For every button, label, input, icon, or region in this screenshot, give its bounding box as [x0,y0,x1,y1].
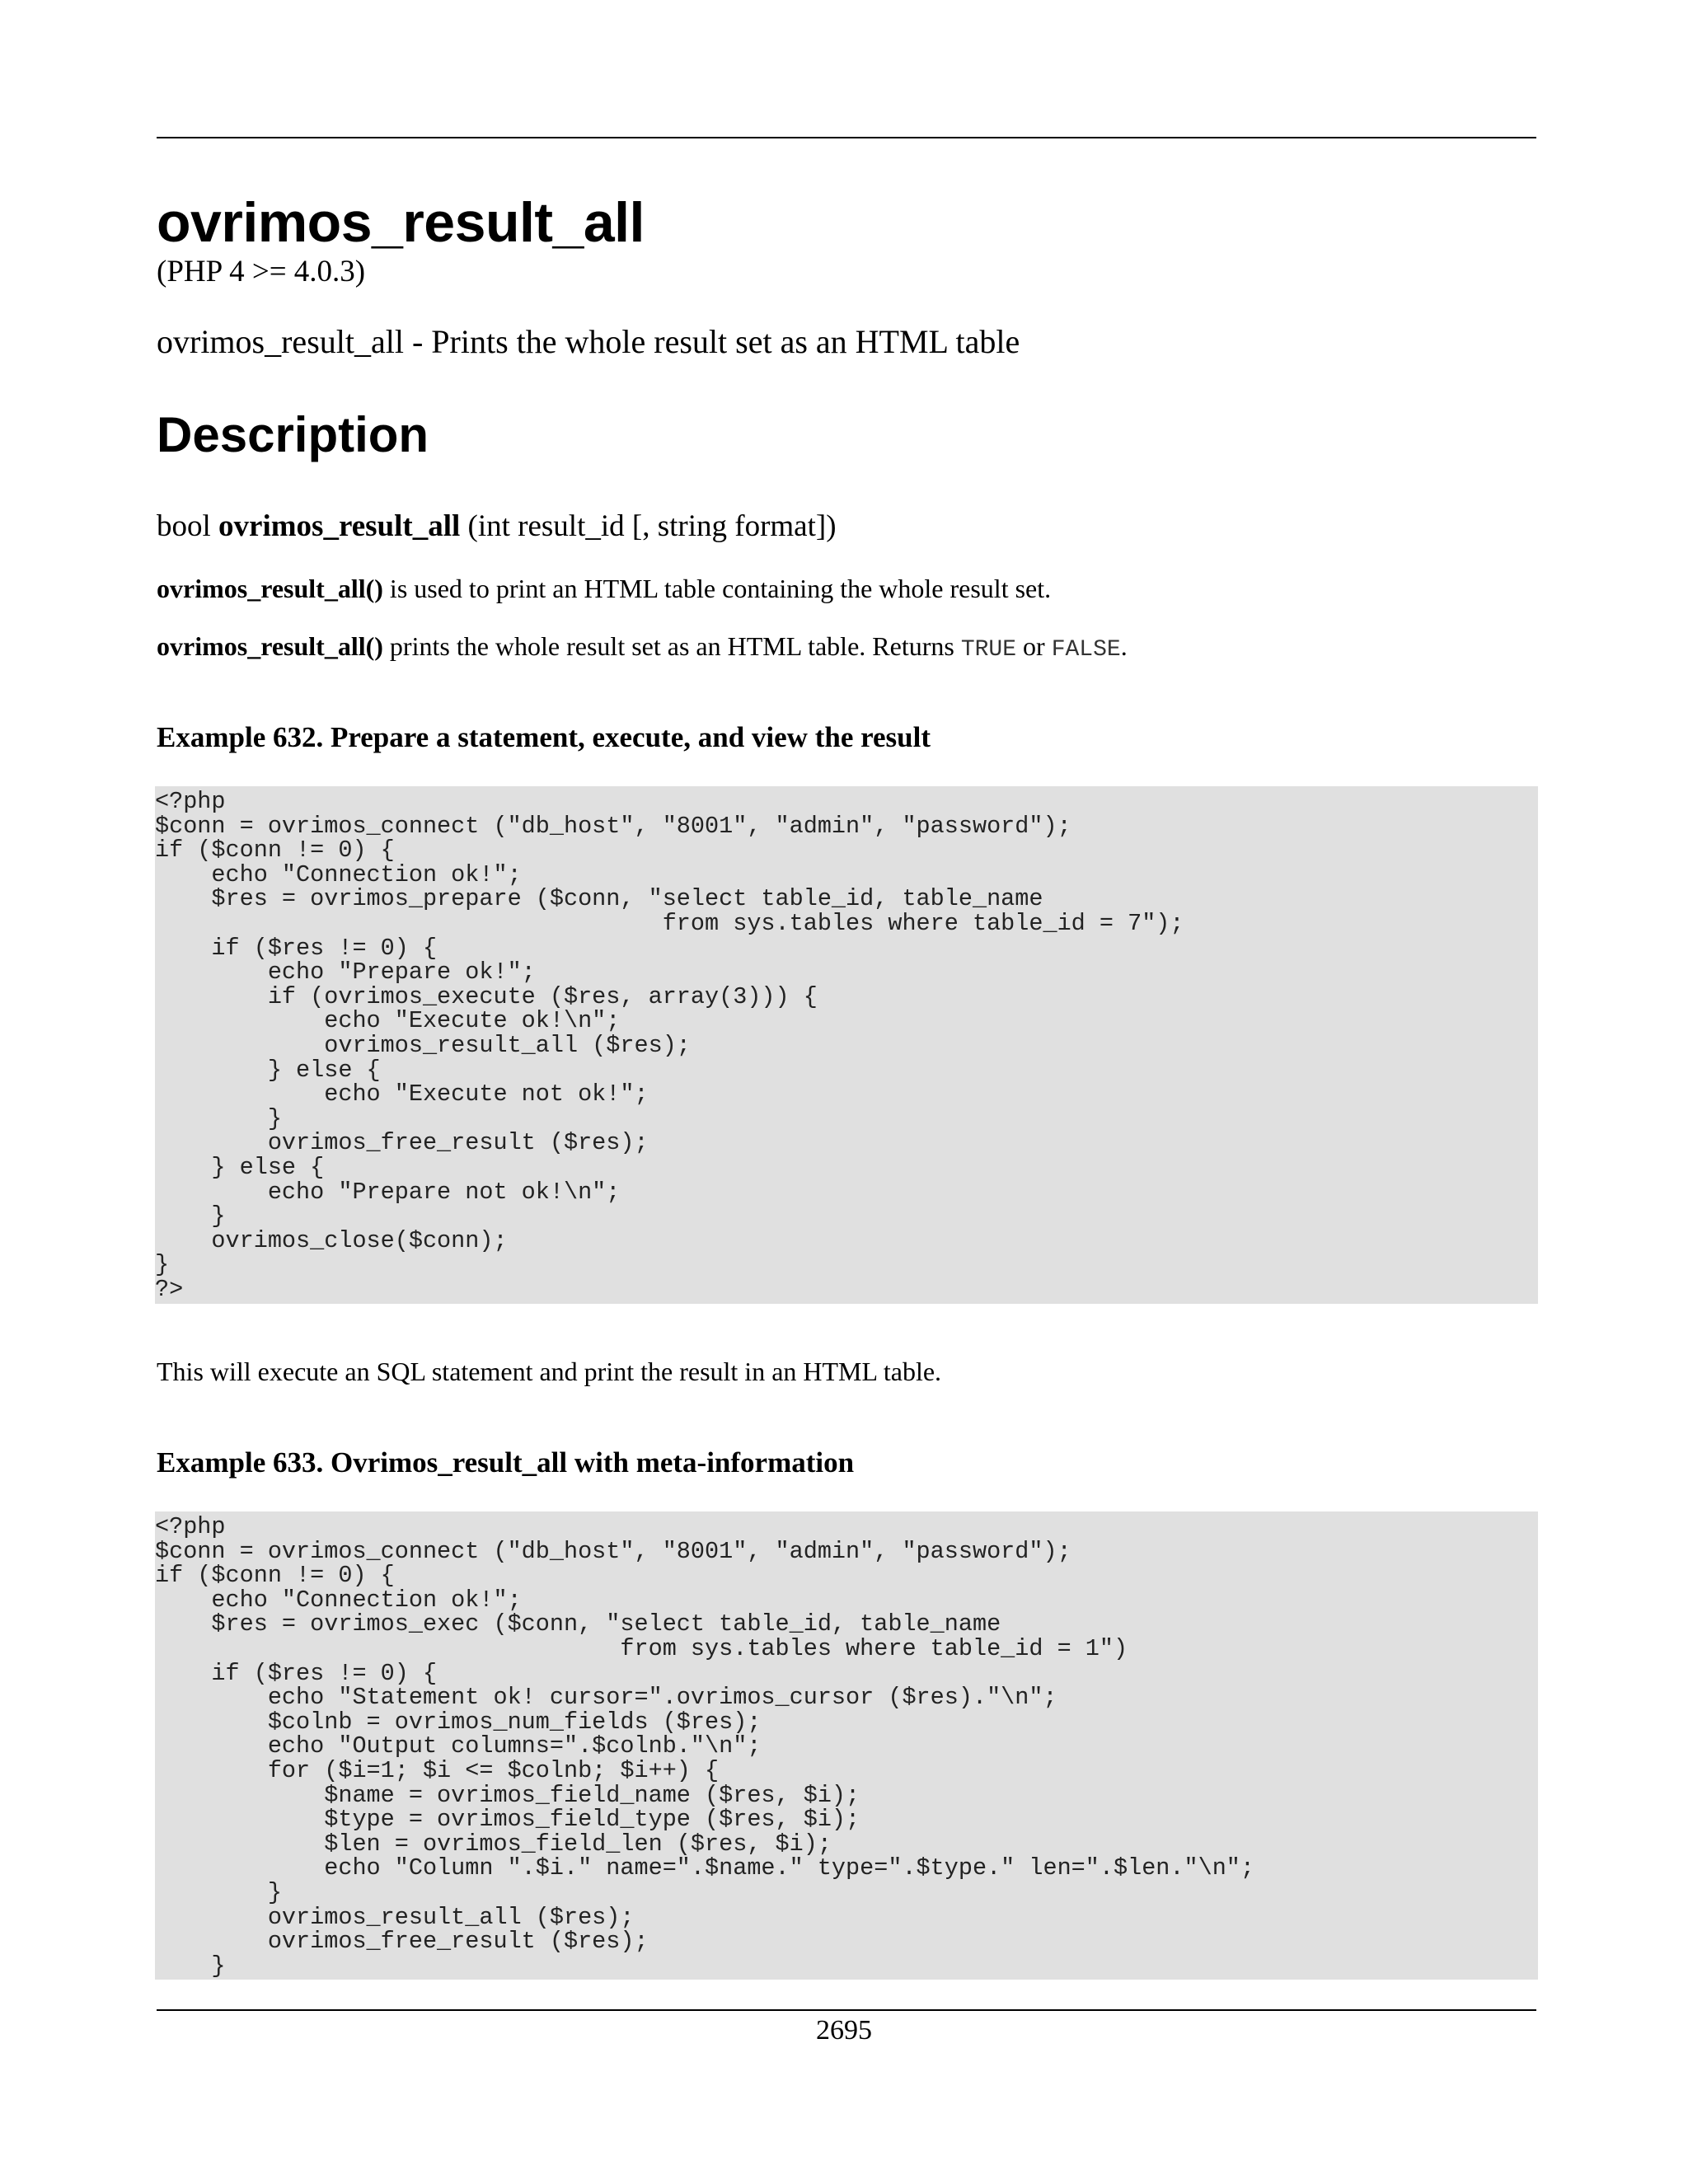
code-line: ovrimos_result_all ($res); [155,1903,635,1931]
example-632-explanation: This will execute an SQL statement and print the result in an HTML table. [157,1357,942,1386]
page-title: ovrimos_result_all [157,191,645,254]
code-line: } [155,1104,282,1132]
code-line: $type = ovrimos_field_type ($res, $i); [155,1806,860,1834]
code-line: ovrimos_free_result ($res); [155,1129,649,1157]
code-line: if (ovrimos_execute ($res, array(3))) { [155,982,818,1010]
code-line: ovrimos_result_all ($res); [155,1031,691,1059]
code-line: } [155,1878,282,1906]
code-line: $conn = ovrimos_connect ("db_host", "8001", "admin", "password"); [155,812,1071,840]
code-line: $res = ovrimos_prepare ($conn, "select table_id, table_name [155,885,1043,913]
php-version: (PHP 4 >= 4.0.3) [157,255,366,288]
paragraph-1-function: ovrimos_result_all() [157,574,383,603]
example-632-title: Example 632. Prepare a statement, execute, and view the result [157,721,931,753]
synopsis-params: (int result_id [, string format]) [460,509,837,543]
code-line: $len = ovrimos_field_len ($res, $i); [155,1830,832,1858]
code-line: echo "Column ".$i." name=".$name." type=".$type." len=".$len."\n"; [155,1854,1255,1882]
code-line: ovrimos_free_result ($res); [155,1928,649,1956]
paragraph-2-end: . [1120,631,1128,661]
code-line: for ($i=1; $i <= $colnb; $i++) { [155,1756,720,1784]
code-line: } [155,1251,170,1279]
code-line: from sys.tables where table_id = 1") [155,1634,1128,1662]
page-number: 2695 [816,2015,872,2046]
example-633-code-block [155,1511,1538,1980]
code-line: echo "Connection ok!"; [155,1586,522,1614]
true-constant: TRUE [960,637,1017,663]
refname-function: ovrimos_result_all [157,323,404,360]
description-heading: Description [157,407,429,462]
refname-line [157,321,1020,363]
code-line: from sys.tables where table_id = 7"); [155,909,1184,937]
code-line: echo "Execute not ok!"; [155,1080,649,1108]
description-paragraph-2 [157,628,1128,668]
example-633-title: Example 633. Ovrimos_result_all with meta-information [157,1446,855,1479]
code-line: $colnb = ovrimos_num_fields ($res); [155,1708,762,1736]
code-line: if ($conn != 0) { [155,1562,395,1590]
code-line: echo "Prepare not ok!\n"; [155,1178,621,1206]
paragraph-1-text: is used to print an HTML table containing the whole result set. [382,574,1052,603]
false-constant: FALSE [1051,637,1121,663]
code-line: $name = ovrimos_field_name ($res, $i); [155,1781,860,1809]
paragraph-2-function: ovrimos_result_all() [157,631,383,661]
code-line: if ($res != 0) { [155,934,438,962]
code-line: echo "Prepare ok!"; [155,958,536,987]
example-632-code-block [155,786,1538,1304]
code-line: echo "Output columns=".$colnb."\n"; [155,1732,762,1760]
code-line: echo "Connection ok!"; [155,860,522,888]
paragraph-2-or: or [1016,631,1052,661]
header-rule [157,137,1536,138]
synopsis-return-type: bool [157,509,219,543]
code-line: echo "Execute ok!\n"; [155,1007,621,1035]
synopsis-function: ovrimos_result_all [218,509,461,543]
code-line: $conn = ovrimos_connect ("db_host", "8001", "admin", "password"); [155,1537,1071,1565]
code-line: ovrimos_close($conn); [155,1226,508,1254]
code-line: } [155,1952,226,1980]
refname-separator: - [403,323,432,360]
code-line: } [155,1202,226,1230]
code-line: if ($res != 0) { [155,1659,438,1687]
code-line: $res = ovrimos_exec ($conn, "select table_id, table_name [155,1610,1001,1638]
refname-purpose: Prints the whole result set as an HTML table [431,323,1020,360]
code-line: } else { [155,1056,381,1084]
code-line: if ($conn != 0) { [155,837,395,865]
code-line: <?php [155,1513,226,1540]
code-line: ?> [155,1275,184,1303]
function-synopsis [157,506,837,547]
description-paragraph-1 [157,570,1051,607]
code-line: <?php [155,788,226,815]
code-line: } else { [155,1153,325,1181]
paragraph-2-text: prints the whole result set as an HTML table. Returns [382,631,961,661]
code-line: echo "Statement ok! cursor=".ovrimos_cursor ($res)."\n"; [155,1684,1057,1712]
